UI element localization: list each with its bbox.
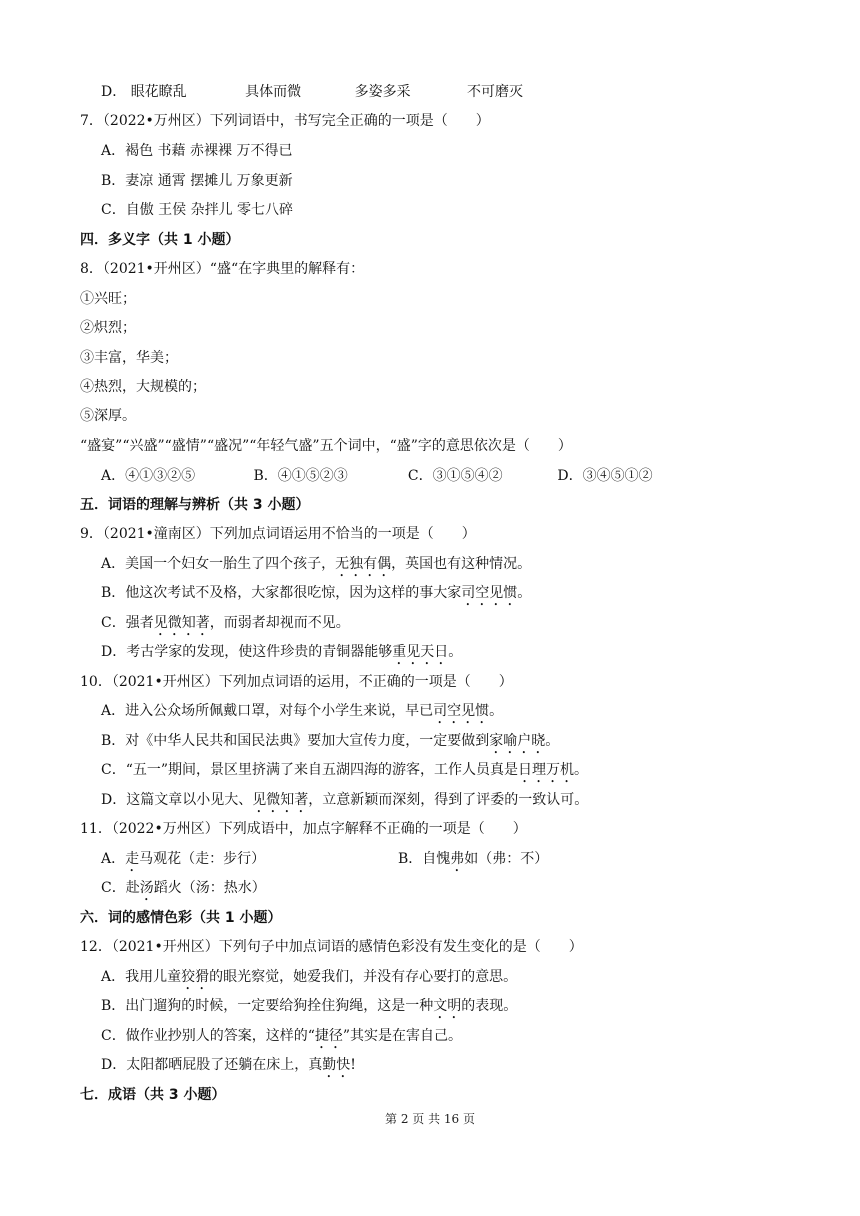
dotted-word: 狡猾 — [181, 969, 210, 985]
q10-option-c: C．“五一”期间，景区里挤满了来自五湖四海的游客，工作人员真是日理万机。 — [101, 762, 589, 778]
dotted-char: 走 — [125, 851, 140, 867]
q11-option-c: C．赴汤蹈火（汤：热水） — [101, 880, 266, 896]
q10-stem: 10．（2021•开州区）下列加点词语的运用，不正确的一项是（ ） — [80, 674, 513, 690]
section-heading: 四．多义字（共 1 小题） — [80, 232, 240, 248]
q10-option-a: A．进入公众场所佩戴口罩，对每个小学生来说，早已司空见惯。 — [101, 703, 504, 719]
q8-options — [101, 466, 653, 486]
q11-option-a: A．走马观花（走：步行） — [101, 851, 266, 867]
option-b: B．④①⑤②③ — [253, 468, 348, 484]
q10-option-b: B．对《中华人民共和国民法典》要加大宣传力度，一定要做到家喻户晓。 — [101, 733, 560, 749]
option-word: 多姿多采 — [354, 84, 411, 100]
dotted-word: 勤快 — [322, 1057, 351, 1073]
option-a: A．④①③②⑤ — [101, 468, 196, 484]
option-c: C．③①⑤④② — [407, 468, 503, 484]
q12-option-a: A．我用儿童狡猾的眼光察觉，她爱我们，并没有存心要打的意思。 — [101, 969, 518, 985]
q8-stem: 8．（2021•开州区）“盛“在字典里的解释有： — [80, 261, 365, 277]
q8-meaning-4: ④热烈，大规模的； — [80, 379, 206, 395]
q8-meaning-3: ③丰富，华美； — [80, 350, 178, 366]
dotted-word: 家喻户晓 — [489, 733, 546, 749]
q9-stem: 9．（2021•潼南区）下列加点词语运用不恰当的一项是（ ） — [80, 526, 476, 542]
dotted-word: 司空见惯 — [461, 585, 518, 601]
section-heading: 七．成语（共 3 小题） — [80, 1087, 226, 1103]
q11-option-b: B．自愧弗如（弗：不） — [398, 851, 549, 867]
dotted-word: 日理万机 — [518, 762, 575, 778]
dotted-word: 文明 — [433, 998, 462, 1014]
option-letter: D． — [101, 84, 127, 100]
q12-option-d: D．太阳都晒屁股了还躺在床上，真勤快! — [101, 1057, 356, 1073]
dotted-char: 汤 — [139, 880, 154, 896]
option-word: 眼花瞭乱 — [130, 84, 187, 100]
dotted-word: 见微知著 — [153, 615, 210, 631]
dotted-word: 见微知著 — [252, 792, 309, 808]
dotted-word: 司空见惯 — [433, 703, 490, 719]
q7-stem: 7．（2022•万州区）下列词语中，书写完全正确的一项是（ ） — [80, 113, 490, 129]
q8-question: “盛宴”“兴盛”“盛情”“盛况”“年轻气盛”五个词中，“盛”字的意思依次是（ ） — [80, 438, 572, 454]
q10-option-d: D．这篇文章以小见大、见微知著，立意新颖而深刻，得到了评委的一致认可。 — [101, 792, 589, 808]
q12-option-c: C．做作业抄别人的答案，这样的“捷径”其实是在害自己。 — [101, 1028, 463, 1044]
section-heading: 六．词的感情色彩（共 1 小题） — [80, 910, 282, 926]
q12-option-b: B．出门遛狗的时候，一定要给狗拴住狗绳，这是一种文明的表现。 — [101, 998, 518, 1014]
q8-meaning-1: ①兴旺； — [80, 291, 136, 307]
q11-options-row — [101, 849, 548, 875]
q7-option-b: B．妻凉 通霄 摆摊儿 万象更新 — [101, 173, 293, 189]
page-number-footer: 第 2 页 共 16 页 — [385, 1112, 475, 1126]
option-word: 具体而微 — [245, 84, 302, 100]
q8-meaning-5: ⑤深厚。 — [80, 408, 136, 424]
q9-option-c: C．强者见微知著，而弱者却视而不见。 — [101, 615, 350, 631]
dotted-word: 无独有偶 — [335, 556, 392, 572]
option-word: 不可磨灭 — [467, 84, 524, 100]
dotted-char: 弗 — [450, 851, 465, 867]
q8-meaning-2: ②炽烈； — [80, 320, 136, 336]
dotted-word: 捷径 — [314, 1028, 343, 1044]
q12-stem: 12．（2021•开州区）下列句子中加点词语的感情色彩没有发生变化的是（ ） — [80, 939, 583, 955]
q7-option-a: A．褐色 书藉 赤裸裸 万不得已 — [101, 143, 293, 159]
q9-option-a: A．美国一个妇女一胎生了四个孩子，无独有偶，英国也有这种情况。 — [101, 556, 532, 572]
q9-option-b: B．他这次考试不及格，大家都很吃惊，因为这样的事大家司空见惯。 — [101, 585, 532, 601]
section-heading: 五．词语的理解与辨析（共 3 小题） — [80, 497, 310, 513]
dotted-word: 重见天日 — [392, 644, 449, 660]
q6-option-d — [101, 82, 523, 102]
q11-stem: 11．（2022•万州区）下列成语中，加点字解释不正确的一项是（ ） — [80, 821, 527, 837]
q9-option-d: D．考古学家的发现，使这件珍贵的青铜器能够重见天日。 — [101, 644, 463, 660]
q7-option-c: C．自傲 王侯 杂拌儿 零七八碎 — [101, 202, 294, 218]
option-d: D．③④⑤①② — [557, 468, 653, 484]
